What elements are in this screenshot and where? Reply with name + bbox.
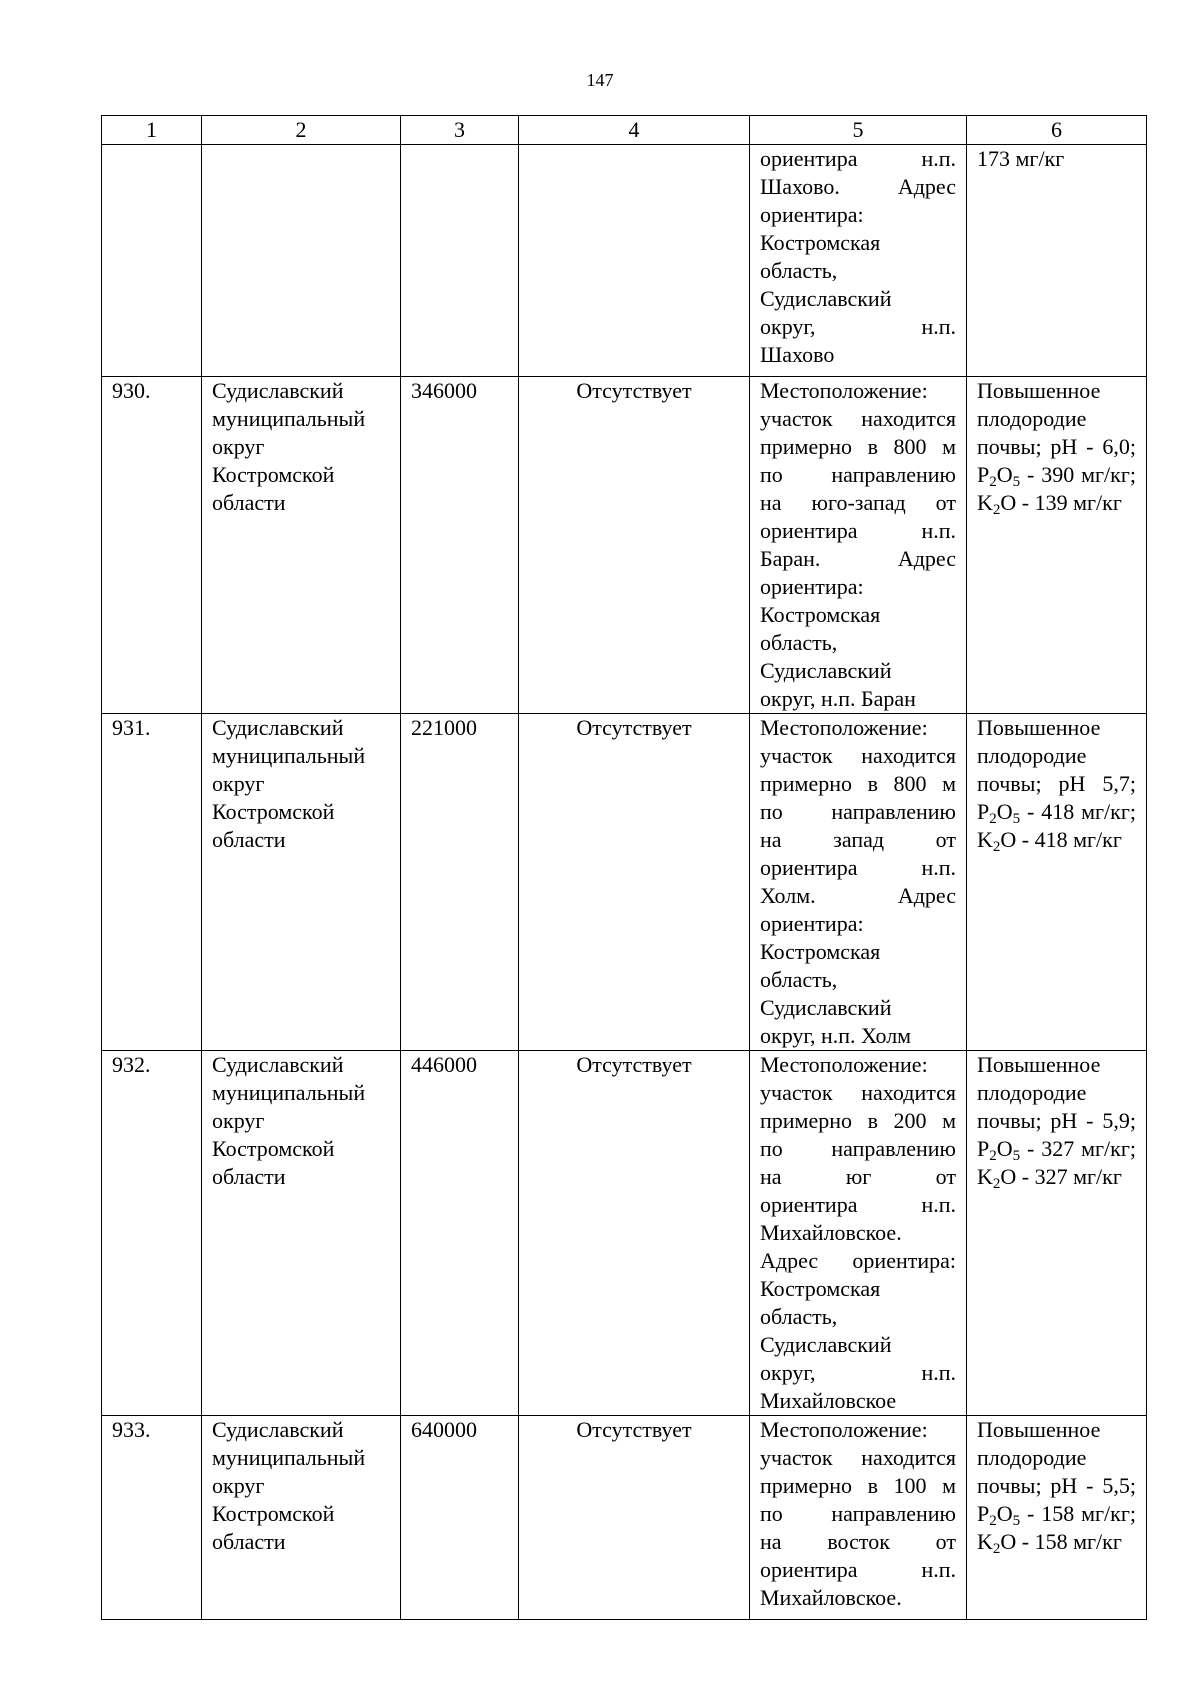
table-row xyxy=(102,714,1147,1051)
location-line: ориентира: xyxy=(760,202,864,227)
location-line: на запад от xyxy=(760,827,956,852)
location-line: Местоположение: xyxy=(760,1417,928,1442)
location-line: ориентира н.п. xyxy=(760,855,956,880)
soil-cell xyxy=(967,1416,1147,1620)
location-line: Холм. Адрес xyxy=(760,883,956,908)
encumbrance-cell xyxy=(519,145,750,377)
header-cell-6: 6 xyxy=(967,116,1147,145)
location-line: ориентира н.п. xyxy=(760,146,956,171)
location-line: Баран. Адрес xyxy=(760,546,956,571)
soil-cell xyxy=(967,145,1147,377)
location-line: Шахово xyxy=(760,342,835,367)
location-line: участок находится xyxy=(760,1080,956,1105)
soil-text: - 327 мг/кг; K xyxy=(977,1136,1136,1189)
location-line: по направлению xyxy=(760,799,956,824)
subscript: 2 xyxy=(992,1541,1001,1557)
municipality-line: области xyxy=(212,1529,286,1554)
location-line: примерно в 200 м xyxy=(760,1108,956,1133)
soil-text: O - 327 мг/кг xyxy=(1000,1164,1122,1189)
subscript: 2 xyxy=(992,839,1001,855)
location-line: примерно в 100 м xyxy=(760,1473,956,1498)
soil-text: O xyxy=(996,1136,1013,1161)
location-line: Местоположение: xyxy=(760,715,928,740)
municipality-line: Костромской xyxy=(212,799,335,824)
soil-text: O - 158 мг/кг xyxy=(1000,1529,1122,1554)
municipality-line: муниципальный xyxy=(212,406,366,431)
municipality-line: муниципальный xyxy=(212,1080,366,1105)
municipality-line: округ xyxy=(212,771,265,796)
location-line: округ, н.п. Холм xyxy=(760,1023,912,1048)
header-cell-2: 2 xyxy=(202,116,401,145)
municipality-line: округ xyxy=(212,434,265,459)
municipality-cell xyxy=(202,714,401,1051)
location-line: округ, н.п. xyxy=(760,314,956,339)
location-line: Адрес ориентира: xyxy=(760,1248,956,1273)
location-cell xyxy=(750,714,967,1051)
municipality-cell xyxy=(202,377,401,714)
location-line: Михайловское xyxy=(760,1388,897,1413)
area-cell xyxy=(401,145,519,377)
subscript: 5 xyxy=(1012,1513,1021,1529)
soil-text: O xyxy=(996,799,1013,824)
location-line: на восток от xyxy=(760,1529,956,1554)
location-line: область, xyxy=(760,630,838,655)
location-line: на юго-запад от xyxy=(760,490,956,515)
municipality-cell xyxy=(202,1416,401,1620)
location-line: Костромская xyxy=(760,230,881,255)
subscript: 2 xyxy=(989,811,997,827)
municipality-line: округ xyxy=(212,1473,265,1498)
soil-text: - 418 мг/кг; K xyxy=(977,799,1136,852)
municipality-line: области xyxy=(212,827,286,852)
location-line: Судиславский xyxy=(760,658,892,683)
municipality-line: Судиславский xyxy=(212,1052,344,1077)
soil-cell xyxy=(967,377,1147,714)
page-number: 147 xyxy=(586,70,614,90)
location-line: Местоположение: xyxy=(760,1052,928,1077)
municipality-cell xyxy=(202,1051,401,1416)
soil-text: Повышенное плодородие почвы; pH 5,7; P xyxy=(977,715,1136,824)
location-line: Судиславский xyxy=(760,995,892,1020)
header-cell-4: 4 xyxy=(519,116,750,145)
location-cell xyxy=(750,1416,967,1620)
location-line: участок находится xyxy=(760,1445,956,1470)
location-line: Костромская xyxy=(760,939,881,964)
location-line: Судиславский xyxy=(760,1332,892,1357)
row-number-cell: 931. xyxy=(102,714,202,1051)
area-cell: 640000 xyxy=(401,1416,519,1620)
location-line: участок находится xyxy=(760,743,956,768)
location-line: область, xyxy=(760,1304,838,1329)
municipality-cell xyxy=(202,145,401,377)
header-cell-3: 3 xyxy=(401,116,519,145)
subscript: 2 xyxy=(989,1148,997,1164)
location-line: ориентира: xyxy=(760,574,864,599)
location-line: на юг от xyxy=(760,1164,956,1189)
row-number-cell: 930. xyxy=(102,377,202,714)
encumbrance-cell: Отсутствует xyxy=(519,377,750,714)
encumbrance-cell: Отсутствует xyxy=(519,714,750,1051)
location-line: примерно в 800 м xyxy=(760,771,956,796)
area-cell: 446000 xyxy=(401,1051,519,1416)
location-line: округ, н.п. xyxy=(760,1360,956,1385)
municipality-line: Костромской xyxy=(212,1136,335,1161)
soil-text: O - 139 мг/кг xyxy=(1000,490,1122,515)
soil-text: - 390 мг/кг; K xyxy=(977,462,1136,515)
location-line: участок находится xyxy=(760,406,956,431)
municipality-line: Судиславский xyxy=(212,378,344,403)
subscript: 5 xyxy=(1012,474,1021,490)
soil-text: - 158 мг/кг; K xyxy=(977,1501,1136,1554)
encumbrance-cell: Отсутствует xyxy=(519,1051,750,1416)
table-row xyxy=(102,1051,1147,1416)
table-row xyxy=(102,377,1147,714)
location-line: Михайловское. xyxy=(760,1220,902,1245)
location-line: ориентира н.п. xyxy=(760,1557,956,1582)
area-cell: 221000 xyxy=(401,714,519,1051)
location-line: по направлению xyxy=(760,462,956,487)
subscript: 2 xyxy=(992,1176,1001,1192)
header-cell-1: 1 xyxy=(102,116,202,145)
row-number-cell: 933. xyxy=(102,1416,202,1620)
number-cell xyxy=(102,145,202,377)
location-line: Михайловское. xyxy=(760,1585,902,1610)
location-line: по направлению xyxy=(760,1501,956,1526)
location-line: Судиславский xyxy=(760,286,892,311)
municipality-line: области xyxy=(212,1164,286,1189)
municipality-line: муниципальный xyxy=(212,743,366,768)
location-cell xyxy=(750,377,967,714)
soil-text: O xyxy=(996,462,1013,487)
location-line: округ, н.п. Баран xyxy=(760,686,916,711)
soil-text: Повышенное плодородие почвы; pH - 5,5; P xyxy=(977,1417,1136,1526)
location-line: область, xyxy=(760,258,838,283)
location-line: ориентира н.п. xyxy=(760,518,956,543)
header-row xyxy=(102,116,1147,145)
subscript: 2 xyxy=(989,1513,997,1529)
location-line: область, xyxy=(760,967,838,992)
encumbrance-cell: Отсутствует xyxy=(519,1416,750,1620)
location-line: Местоположение: xyxy=(760,378,928,403)
soil-text: O - 418 мг/кг xyxy=(1000,827,1122,852)
soil-text: O xyxy=(996,1501,1013,1526)
location-cell xyxy=(750,145,967,377)
continuation-row xyxy=(102,145,1147,377)
subscript: 5 xyxy=(1012,1148,1021,1164)
municipality-line: муниципальный xyxy=(212,1445,366,1470)
soil-text: Повышенное плодородие почвы; pH - 5,9; P xyxy=(977,1052,1136,1161)
location-line: Костромская xyxy=(760,1276,881,1301)
table-row xyxy=(102,1416,1147,1620)
soil-cell xyxy=(967,1051,1147,1416)
row-number-cell: 932. xyxy=(102,1051,202,1416)
area-cell: 346000 xyxy=(401,377,519,714)
soil-line: 173 мг/кг xyxy=(977,146,1065,171)
location-line: Костромская xyxy=(760,602,881,627)
municipality-line: округ xyxy=(212,1108,265,1133)
location-line: ориентира н.п. xyxy=(760,1192,956,1217)
location-line: примерно в 800 м xyxy=(760,434,956,459)
location-line: по направлению xyxy=(760,1136,956,1161)
municipality-line: области xyxy=(212,490,286,515)
location-cell xyxy=(750,1051,967,1416)
subscript: 2 xyxy=(992,502,1001,518)
soil-cell xyxy=(967,714,1147,1051)
municipality-line: Судиславский xyxy=(212,1417,344,1442)
municipality-line: Судиславский xyxy=(212,715,344,740)
header-cell-5: 5 xyxy=(750,116,967,145)
municipality-line: Костромской xyxy=(212,1501,335,1526)
location-line: ориентира: xyxy=(760,911,864,936)
municipality-line: Костромской xyxy=(212,462,335,487)
subscript: 2 xyxy=(989,474,997,490)
subscript: 5 xyxy=(1012,811,1021,827)
location-line: Шахово. Адрес xyxy=(760,174,956,199)
land-plots-table xyxy=(101,115,1147,1620)
soil-text: Повышенное плодородие почвы; pH - 6,0; P xyxy=(977,378,1136,487)
